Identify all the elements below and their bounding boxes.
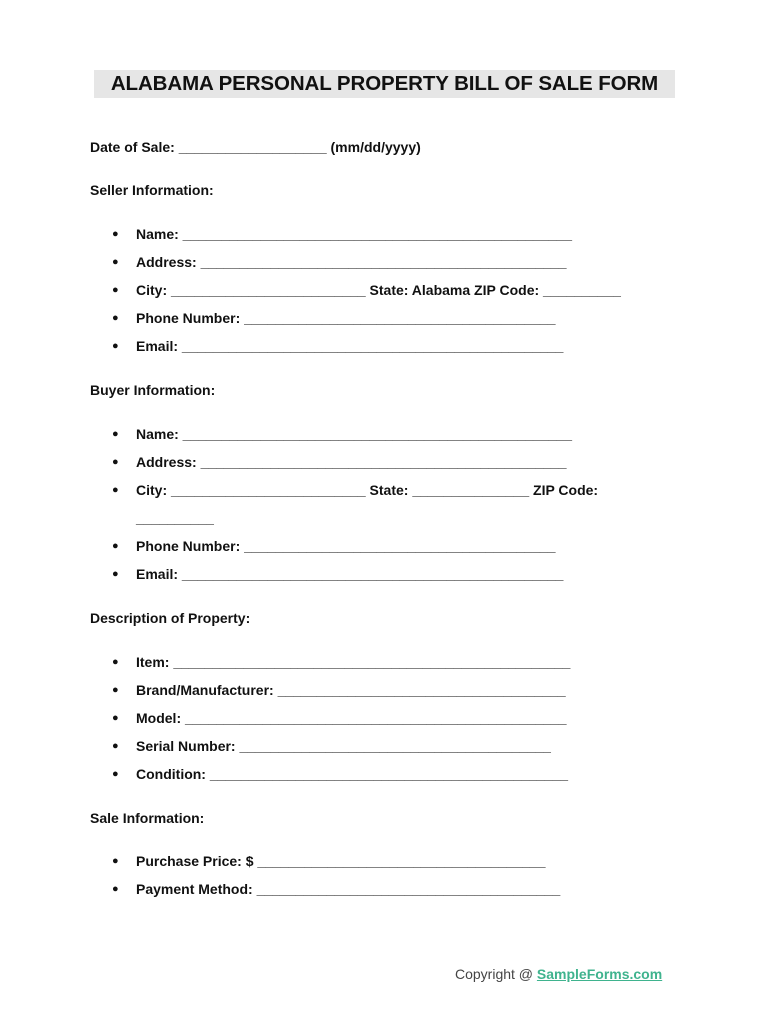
bullet: ● (112, 540, 119, 552)
property-heading: Description of Property: (90, 610, 251, 626)
bullet: ● (112, 684, 119, 696)
seller-heading: Seller Information: (90, 182, 214, 198)
bullet: ● (112, 284, 119, 296)
seller-city-state-zip-field[interactable]: City: _________________________ State: Alabama ZIP Code: __________ (136, 282, 621, 298)
seller-phone-field[interactable]: Phone Number: ________________________________________ (136, 310, 556, 326)
seller-email-field[interactable]: Email: _________________________________________________ (136, 338, 564, 354)
bullet: ● (112, 428, 119, 440)
seller-address-field[interactable]: Address: _______________________________________________ (136, 254, 567, 270)
property-condition-field[interactable]: Condition: ______________________________________________ (136, 766, 569, 782)
bullet: ● (112, 484, 119, 496)
buyer-heading: Buyer Information: (90, 382, 216, 398)
sale-heading: Sale Information: (90, 810, 205, 826)
bullet: ● (112, 883, 119, 895)
bullet: ● (112, 256, 119, 268)
sampleforms-link[interactable]: SampleForms.com (536, 966, 663, 982)
property-brand-field[interactable]: Brand/Manufacturer: _____________________________________ (136, 682, 566, 698)
property-model-field[interactable]: Model: _________________________________________________ (136, 710, 567, 726)
property-serial-field[interactable]: Serial Number: ________________________________________ (136, 738, 551, 754)
buyer-phone-field[interactable]: Phone Number: ________________________________________ (136, 538, 556, 554)
bullet: ● (112, 740, 119, 752)
bullet: ● (112, 712, 119, 724)
date-of-sale-field[interactable]: Date of Sale: ___________________ (mm/dd/yyyy) (90, 139, 421, 155)
buyer-address-field[interactable]: Address: _______________________________________________ (136, 454, 567, 470)
sale-price-field[interactable]: Purchase Price: $ _____________________________________ (136, 853, 546, 869)
bullet: ● (112, 855, 119, 867)
bullet: ● (112, 656, 119, 668)
buyer-email-field[interactable]: Email: _________________________________________________ (136, 566, 564, 582)
form-title: ALABAMA PERSONAL PROPERTY BILL OF SALE FORM (94, 70, 675, 98)
bullet: ● (112, 340, 119, 352)
buyer-name-field[interactable]: Name: __________________________________________________ (136, 426, 572, 442)
bullet: ● (112, 568, 119, 580)
seller-name-field[interactable]: Name: __________________________________________________ (136, 226, 572, 242)
property-item-field[interactable]: Item: ___________________________________________________ (136, 654, 571, 670)
bullet: ● (112, 456, 119, 468)
buyer-city-state-zip-field[interactable]: City: _________________________ State: _______________ ZIP Code: (136, 482, 599, 498)
copyright-text: Copyright @ (455, 966, 537, 982)
copyright-footer (455, 965, 662, 983)
buyer-zip-code-field[interactable]: __________ (136, 510, 214, 526)
bullet: ● (112, 312, 119, 324)
sale-payment-method-field[interactable]: Payment Method: _______________________________________ (136, 881, 561, 897)
bullet: ● (112, 228, 119, 240)
bullet: ● (112, 768, 119, 780)
